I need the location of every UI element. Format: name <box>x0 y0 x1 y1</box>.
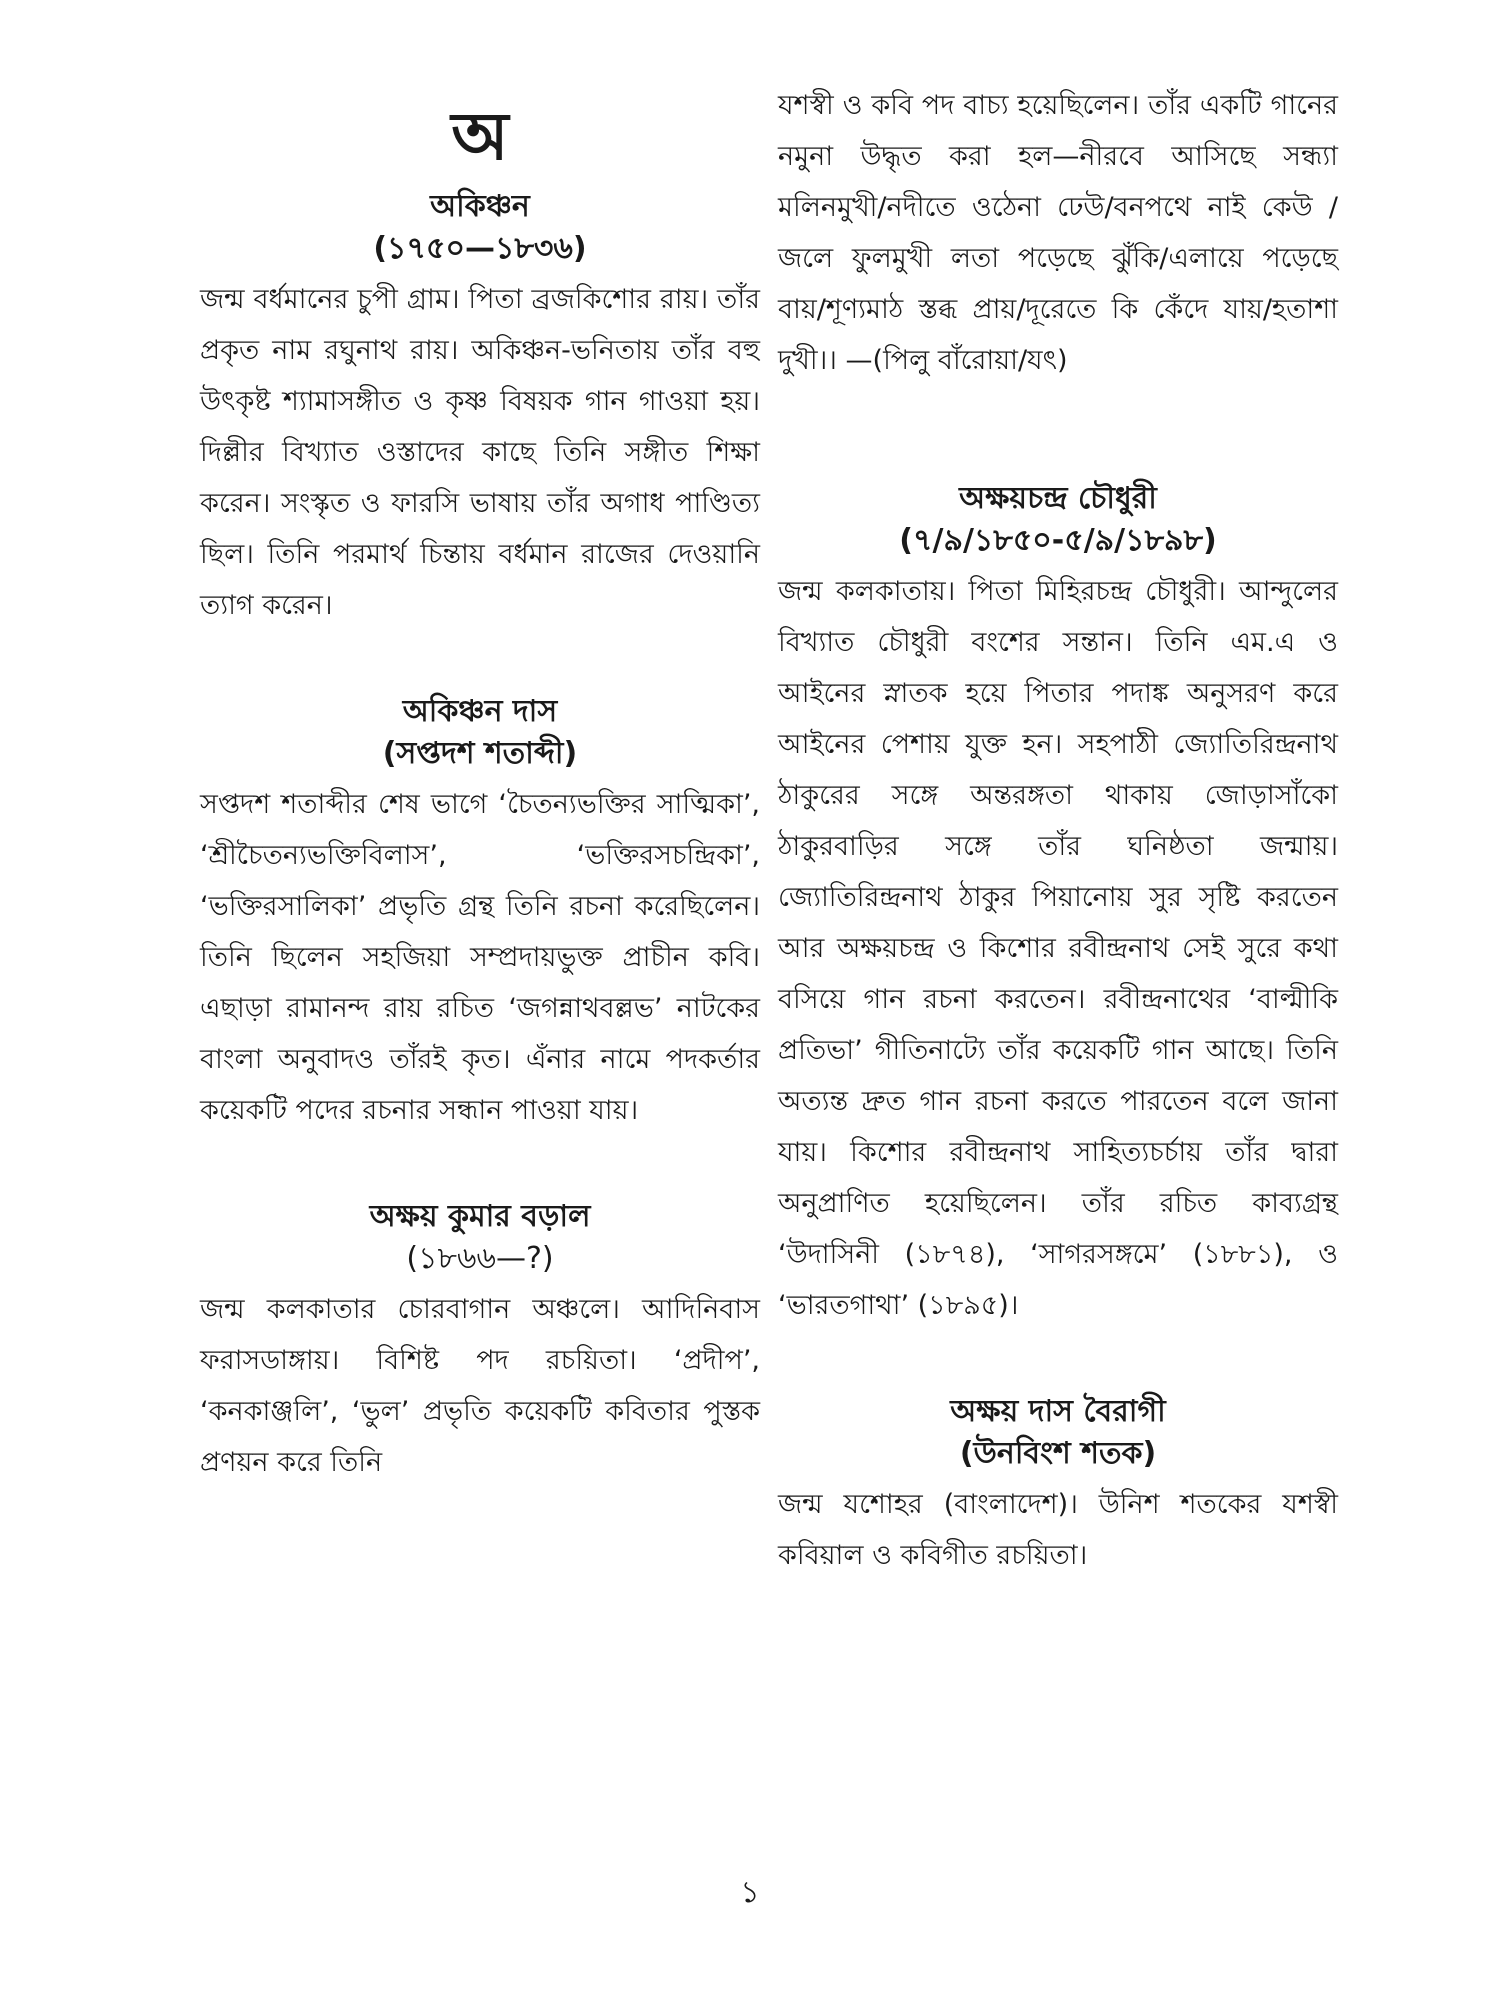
entry-akshay-kumar-baral <box>200 1196 760 1488</box>
entry-title: অকিঞ্চন দাস <box>402 694 558 729</box>
entry-body: সপ্তদশ শতাব্দীর শেষ ভাগে ‘চৈতন্যভক্তির সাত্মিকা’, ‘শ্রীচৈতন্যভক্তিবিলাস’, ‘ভক্তিরসচন্দ্রিকা’, ‘ভক্তিরসালিকা’ প্রভৃতি গ্রন্থ তিনি রচনা করেছিলেন। তিনি ছিলেন সহজিয়া সম্প্রদায়ভুক্ত প্রাচীন কবি। এছাড়া রামানন্দ রায় রচিত ‘জগন্নাথবল্লভ’ নাটকের বাংলা অনুবাদও তাঁরই কৃত। এঁনার নামে পদকর্তার কয়েকটি পদের রচনার সন্ধান পাওয়া যায়। <box>200 789 760 1126</box>
entry-years: (৭/৯/১৮৫০-৫/৯/১৮৯৮) <box>899 523 1217 558</box>
entry-years: (সপ্তদশ শতাব্দী) <box>382 736 578 771</box>
entry-title: অক্ষয় কুমার বড়াল <box>369 1199 591 1234</box>
entry-years: (১৭৫০—১৮৩৬) <box>373 231 587 266</box>
entry-body: যশস্বী ও কবি পদ বাচ্য হয়েছিলেন। তাঁর একটি গানের নমুনা উদ্ধৃত করা হল—নীরবে আসিছে সন্ধ্যা মলিনমুখী/নদীতে ওঠেনা ঢেউ/বনপথে নাই কেউ / জলে ফুলমুখী লতা পড়েছে ঝুঁকি/এলায়ে পড়েছে বায়/শূণ্যমাঠ স্তব্ধ প্রায়/দূরেতে কি কেঁদে যায়/হতাশা দুখী।। —(পিলু বাঁরোয়া/যৎ) <box>778 90 1338 376</box>
entry-akinchan-das <box>200 691 760 1136</box>
entry-body: জন্ম কলকাতায়। পিতা মিহিরচন্দ্র চৌধুরী। আন্দুলের বিখ্যাত চৌধুরী বংশের সন্তান। তিনি এম.এ ও আইনের স্নাতক হয়ে পিতার পদাঙ্ক অনুসরণ করে আইনের পেশায় যুক্ত হন। সহপাঠী জ্যোতিরিন্দ্রনাথ ঠাকুরের সঙ্গে অন্তরঙ্গতা থাকায় জোড়াসাঁকো ঠাকুরবাড়ির সঙ্গে তাঁর ঘনিষ্ঠতা জন্মায়। জ্যোতিরিন্দ্রনাথ ঠাকুর পিয়ানোয় সুর সৃষ্টি করতেন আর অক্ষয়চন্দ্র ও কিশোর রবীন্দ্রনাথ সেই সুরে কথা বসিয়ে গান রচনা করতেন। রবীন্দ্রনাথের ‘বাল্মীকি প্রতিভা’ গীতিনাট্যে তাঁর কয়েকটি গান আছে। তিনি অত্যন্ত দ্রুত গান রচনা করতে পারতেন বলে জানা যায়। কিশোর রবীন্দ্রনাথ সাহিত্যচর্চায় তাঁর দ্বারা অনুপ্রাণিত হয়েছিলেন। তাঁর রচিত কাব্যগ্রন্থ ‘উদাসিনী (১৮৭৪), ‘সাগরসঙ্গমে’ (১৮৮১), ও ‘ভারতগাথা’ (১৮৯৫)। <box>778 576 1338 1321</box>
entry-body: জন্ম বর্ধমানের চুপী গ্রাম। পিতা ব্রজকিশোর রায়। তাঁর প্রকৃত নাম রঘুনাথ রায়। অকিঞ্চন-ভনিতায় তাঁর বহু উৎকৃষ্ট শ্যামাসঙ্গীত ও কৃষ্ণ বিষয়ক গান গাওয়া হয়। দিল্লীর বিখ্যাত ওস্তাদের কাছে তিনি সঙ্গীত শিক্ষা করেন। সংস্কৃত ও ফারসি ভাষায় তাঁর অগাধ পাণ্ডিত্য ছিল। তিনি পরমার্থ চিন্তায় বর্ধমান রাজের দেওয়ানি ত্যাগ করেন। <box>200 284 760 621</box>
entry-akshay-das-bairagi <box>778 1391 1338 1581</box>
entry-akshaychandra-chowdhury <box>778 478 1338 1331</box>
section-letter-heading: অ <box>451 98 509 175</box>
page-number: ১ <box>740 1875 760 1910</box>
entry-years: (উনবিংশ শতক) <box>959 1436 1157 1471</box>
entry-years: (১৮৬৬—?) <box>406 1241 554 1276</box>
entry-title: অকিঞ্চন <box>430 189 530 224</box>
left-column <box>200 80 760 1548</box>
entry-title: অক্ষয়চন্দ্র চৌধুরী <box>959 481 1157 516</box>
entry-body: জন্ম কলকাতার চোরবাগান অঞ্চলে। আদিনিবাস ফরাসডাঙ্গায়। বিশিষ্ট পদ রচয়িতা। ‘প্রদীপ’, ‘কনকাঞ্জলি’, ‘ভুল’ প্রভৃতি কয়েকটি কবিতার পুস্তক প্রণয়ন করে তিনি <box>200 1294 760 1478</box>
entry-continuation <box>778 80 1338 386</box>
entry-akinchan <box>200 186 760 631</box>
entry-body: জন্ম যশোহর (বাংলাদেশ)। উনিশ শতকের যশস্বী কবিয়াল ও কবিগীত রচয়িতা। <box>778 1489 1338 1571</box>
right-column <box>778 80 1338 1641</box>
entry-title: অক্ষয় দাস বৈরাগী <box>950 1394 1166 1429</box>
